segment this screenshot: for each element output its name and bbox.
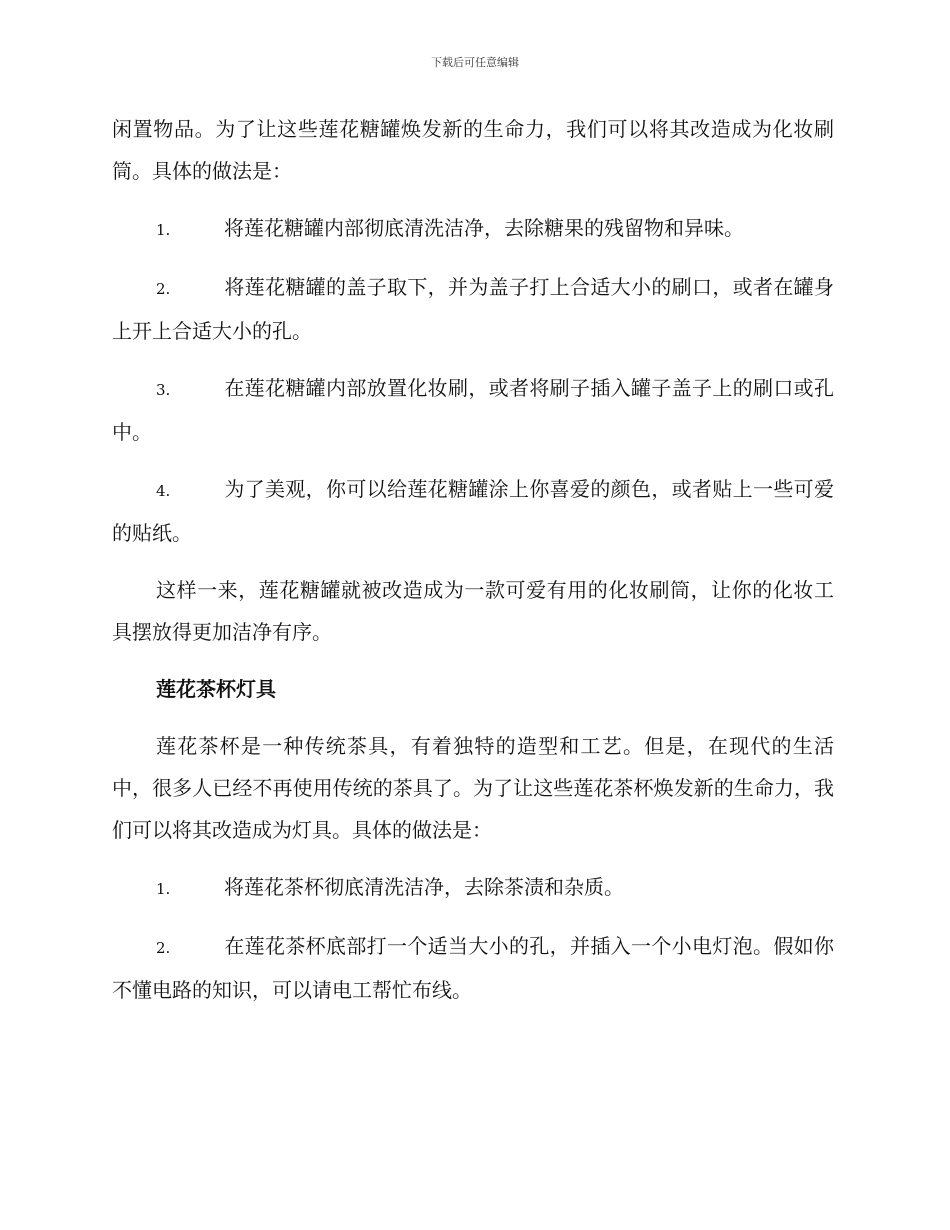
step-text: 将莲花茶杯彻底清洗洁净，去除茶渍和杂质。 [224, 875, 624, 899]
step-text: 在莲花茶杯底部打一个适当大小的孔，并插入一个小电灯泡。假如你不懂电路的知识，可以请电工帮忙布线。 [112, 934, 834, 1002]
step-text: 为了美观，你可以给莲花糖罐涂上你喜爱的颜色，或者贴上一些可爱的贴纸。 [112, 477, 834, 545]
section1-step-1 [112, 207, 834, 251]
step-number: 1. [156, 221, 171, 239]
step-text: 将莲花糖罐内部彻底清洗洁净，去除糖果的残留物和异味。 [224, 216, 744, 240]
step-text: 在莲花糖罐内部放置化妆刷，或者将刷子插入罐子盖子上的刷口或孔中。 [112, 376, 834, 444]
page-header: 下载后可任意编辑 [431, 56, 519, 69]
section1-step-2 [112, 266, 834, 352]
section2-step-2 [112, 925, 834, 1011]
section2-step-1 [112, 866, 834, 910]
step-number: 4. [156, 482, 171, 500]
section1-conclusion: 这样一来，莲花糖罐就被改造成为一款可爱有用的化妆刷筒，让你的化妆工具摆放得更加洁净有序。 [112, 578, 834, 644]
section2-intro: 莲花茶杯是一种传统茶具，有着独特的造型和工艺。但是，在现代的生活中，很多人已经不再使用传统的茶具了。为了让这些莲花茶杯焕发新的生命力，我们可以将其改造成为灯具。具体的做法是： [112, 734, 834, 842]
step-number: 2. [156, 280, 171, 298]
section2-heading: 莲花茶杯灯具 [156, 677, 276, 701]
document-body [112, 108, 834, 1026]
step-number: 3. [156, 381, 171, 399]
section1-step-4 [112, 468, 834, 554]
step-number: 1. [156, 880, 171, 898]
step-number: 2. [156, 939, 171, 957]
section1-intro: 闲置物品。为了让这些莲花糖罐焕发新的生命力，我们可以将其改造成为化妆刷筒。具体的做法是： [112, 117, 834, 183]
step-text: 将莲花糖罐的盖子取下，并为盖子打上合适大小的刷口，或者在罐身上开上合适大小的孔。 [112, 275, 834, 343]
section1-step-3 [112, 367, 834, 453]
